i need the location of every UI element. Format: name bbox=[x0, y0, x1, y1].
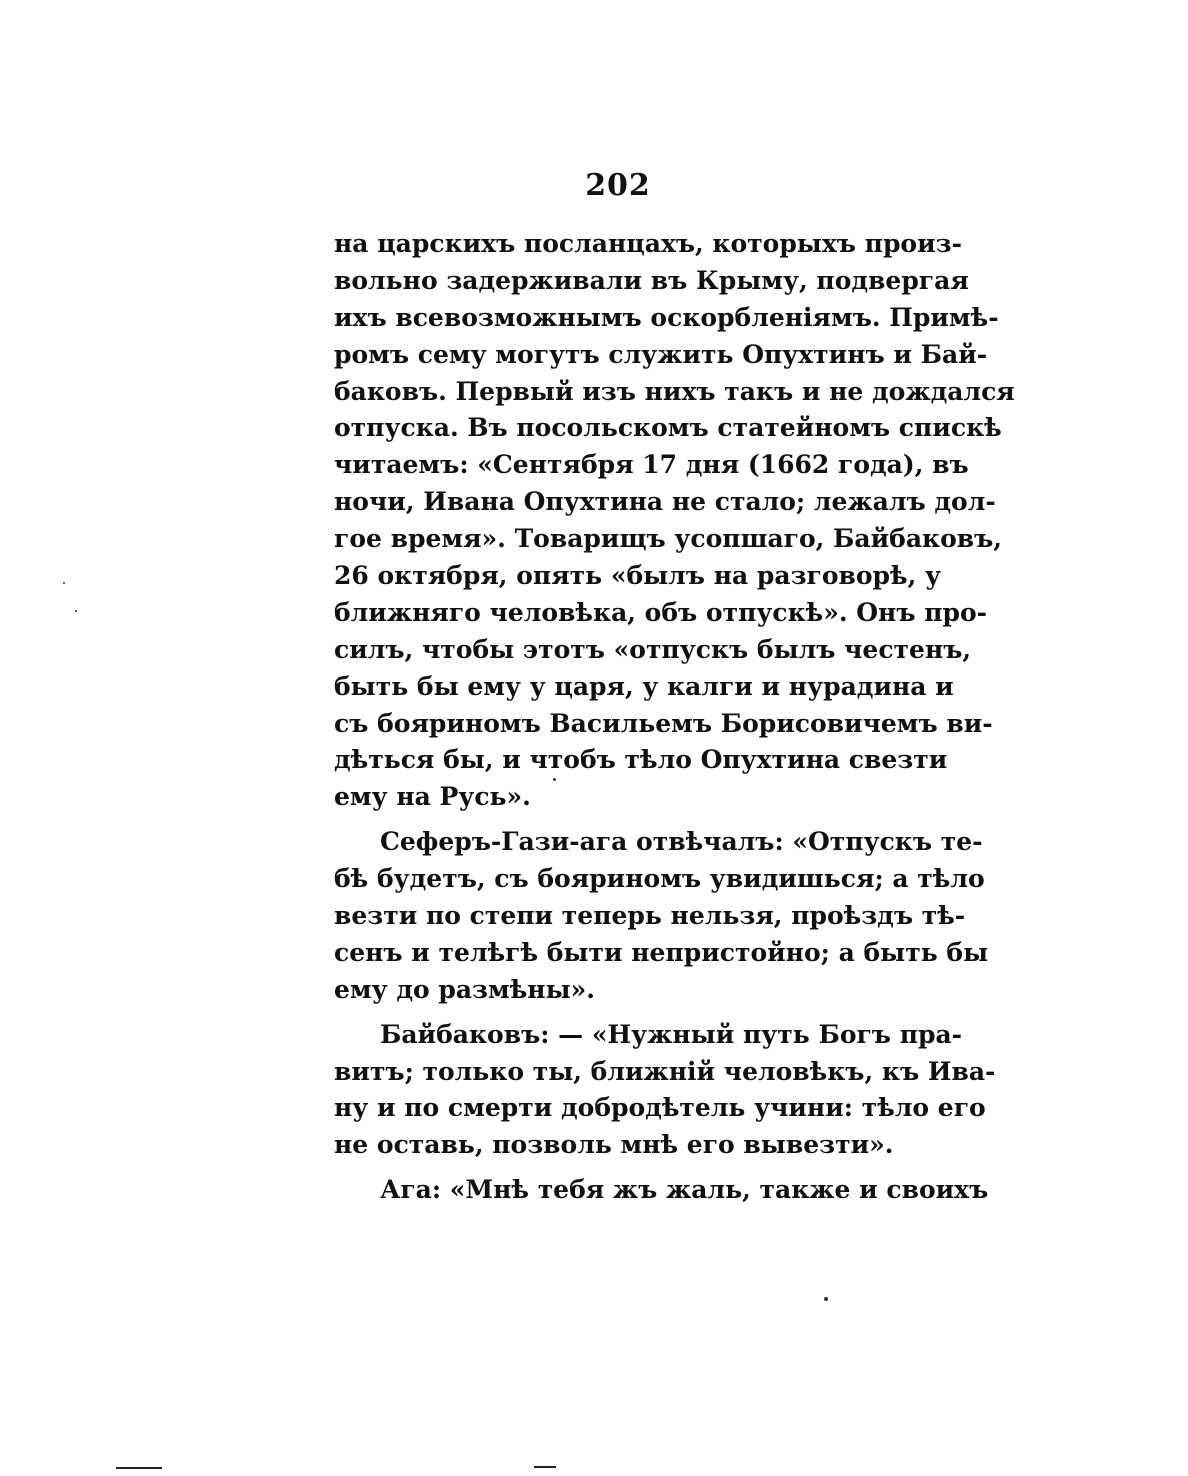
text-line: силъ, чтобы этотъ «отпускъ былъ честенъ, bbox=[334, 634, 972, 664]
text-line: читаемъ: «Сентября 17 дня (1662 года), въ bbox=[334, 450, 969, 480]
text-line: ну и по смерти добродѣтель учини: тѣло его bbox=[334, 1093, 986, 1123]
text-line: 26 октября, опять «былъ на разговорѣ, у bbox=[334, 561, 942, 591]
scan-speck bbox=[75, 610, 77, 612]
text-line: Байбаковъ: — «Нужный путь Богъ пра- bbox=[380, 1019, 963, 1049]
text-line: ночи, Ивана Опухтина не стало; лежалъ дол- bbox=[334, 487, 996, 517]
text-line: ему до размѣны». bbox=[334, 974, 595, 1004]
body-text bbox=[334, 226, 1015, 1209]
text-line: сенъ и телѣгѣ быти непристойно; а быть бы bbox=[334, 937, 989, 967]
text-line: съ бояриномъ Васильемъ Борисовичемъ ви- bbox=[334, 708, 993, 738]
scan-speck bbox=[63, 582, 65, 584]
text-line: не оставь, позволь мнѣ его вывезти». bbox=[334, 1130, 894, 1160]
scan-edge-mark bbox=[116, 1467, 162, 1469]
text-line: Сеферъ-Гази-ага отвѣчалъ: «Отпускъ те- bbox=[380, 827, 983, 857]
text-line: ихъ всевозможнымъ оскорбленіямъ. Примѣ- bbox=[334, 302, 999, 332]
text-line: везти по степи теперь нельзя, проѣздъ тѣ- bbox=[334, 901, 966, 931]
scan-speck bbox=[553, 778, 556, 781]
text-line: Ага: «Мнѣ тебя жъ жаль, также и своихъ bbox=[380, 1175, 989, 1205]
text-line: вольно задерживали въ Крыму, подвергая bbox=[334, 265, 969, 295]
text-line: дѣться бы, и чтобъ тѣло Опухтина свезти bbox=[334, 745, 948, 775]
scan-speck bbox=[824, 1297, 828, 1301]
page-number: 202 bbox=[585, 168, 651, 203]
paragraph-gap bbox=[334, 816, 926, 824]
text-line: быть бы ему у царя, у калги и нурадина и bbox=[334, 671, 954, 701]
scan-edge-mark bbox=[534, 1466, 556, 1468]
paragraph-gap bbox=[334, 1009, 926, 1017]
text-line: гое время». Товарищъ усопшаго, Байбаковъ, bbox=[334, 524, 1003, 554]
text-line: баковъ. Первый изъ нихъ такъ и не дождался bbox=[334, 376, 1015, 406]
paragraph-gap bbox=[334, 1164, 926, 1172]
text-line: ближняго человѣка, объ отпускѣ». Онъ про- bbox=[334, 597, 988, 627]
text-line: ромъ сему могутъ служить Опухтинъ и Бай- bbox=[334, 339, 988, 369]
text-line: витъ; только ты, ближній человѣкъ, къ Ива- bbox=[334, 1056, 996, 1086]
text-line: ему на Русь». bbox=[334, 782, 531, 812]
text-line: на царскихъ посланцахъ, которыхъ произ- bbox=[334, 229, 962, 258]
text-line: отпуска. Въ посольскомъ статейномъ спискѣ bbox=[334, 413, 1002, 443]
text-line: бѣ будетъ, съ бояриномъ увидишься; а тѣло bbox=[334, 864, 985, 894]
